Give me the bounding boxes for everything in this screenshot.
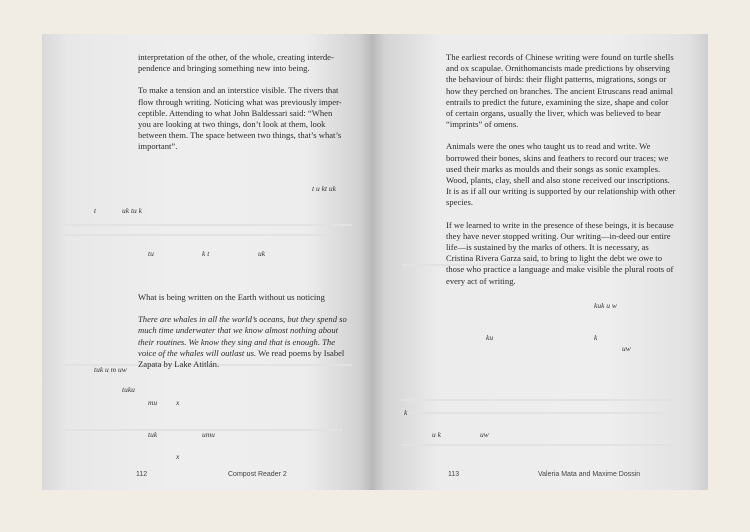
letter-fragment: ku	[486, 333, 494, 342]
letter-fragment: k t	[202, 249, 210, 258]
page-number: 113	[448, 471, 460, 478]
paragraph: Animals were the ones who taught us to read and write. We borrowed their bones, skins and feathers to record our traces; we used their marks as moulds and their songs as sonic examples. Wood, plants, clay, shell and also stone received our inscriptions. It is as if all our writing is supported by our relationship with other species.	[446, 141, 676, 208]
letter-fragment: x	[176, 398, 180, 407]
letter-fragment: uk tu k	[122, 206, 142, 215]
right-page	[372, 34, 708, 490]
paragraph: To make a tension and an interstice visible. The rivers that flow through writing. Noticing what was previously imper-ceptible. Attending to what John Baldessari said: “When you are looking at two things, don’t look at them, look between them. The space between two things, that’s what’s important”.	[138, 85, 342, 152]
paragraph: interpretation of the other, of the whole, creating interde-pendence and bringing something new into being.	[138, 52, 334, 74]
letter-fragment: tuk	[148, 430, 158, 439]
paragraph: If we learned to write in the presence of these beings, it is because they have never stopped writing. Our writing—in-deed our entire life—is sustained by the marks of others. It is necessary, as Cristina Rivera Garza said, to bring to light the debt we owe to those who practice a language and make visible the plural roots of every act of writing.	[446, 219, 674, 286]
running-title: Valeria Mata and Maxime Dossin	[538, 471, 641, 478]
letter-fragment: uw	[480, 430, 489, 439]
letter-fragment: umu	[202, 430, 215, 439]
right-body	[446, 52, 676, 298]
letter-fragment: tu	[148, 249, 154, 258]
letter-fragment: uw	[622, 344, 631, 353]
letter-fragment: t	[94, 206, 97, 215]
paragraph: The earliest records of Chinese writing were found on turtle shells and ox scapulae. Ornithomancists made predictions by observing the behaviour of birds: their flight patterns, migrations, songs or how they perched on branches. The ancient Etruscans read animal entrails to predict the future, examining the size, shape and color of certain organs, usually the liver, which was believed to bear “imprints” of omens.	[446, 52, 674, 130]
letter-fragment: uk	[258, 249, 266, 258]
section-heading: What is being written on the Earth without us noticing	[138, 292, 325, 302]
letter-fragment: k	[594, 333, 598, 342]
letter-fragment: mu	[148, 398, 158, 407]
letter-fragment: x	[176, 452, 180, 461]
letter-fragment: k	[404, 408, 408, 417]
letter-fragment: kuk u w	[594, 301, 617, 310]
left-lower-body	[138, 292, 348, 381]
letter-fragment: t u kt uk	[312, 184, 336, 193]
letter-fragment: u k	[432, 430, 441, 439]
left-page	[42, 34, 372, 490]
letter-fragment: tuku	[122, 385, 135, 394]
page-number: 112	[136, 471, 148, 478]
running-title: Compost Reader 2	[228, 471, 287, 478]
letter-fragment: tuk u m uw	[94, 365, 127, 374]
left-body	[138, 52, 344, 164]
open-book	[42, 34, 708, 490]
whale-passage: There are whales in all the world’s oceans, but they spend so much time underwater that we know almost nothing about their routines. We know they sing and that is enough. The voice of the whales will outlast us. We read poems by Isabel Zapata by Lake Atitlán.	[138, 314, 347, 370]
